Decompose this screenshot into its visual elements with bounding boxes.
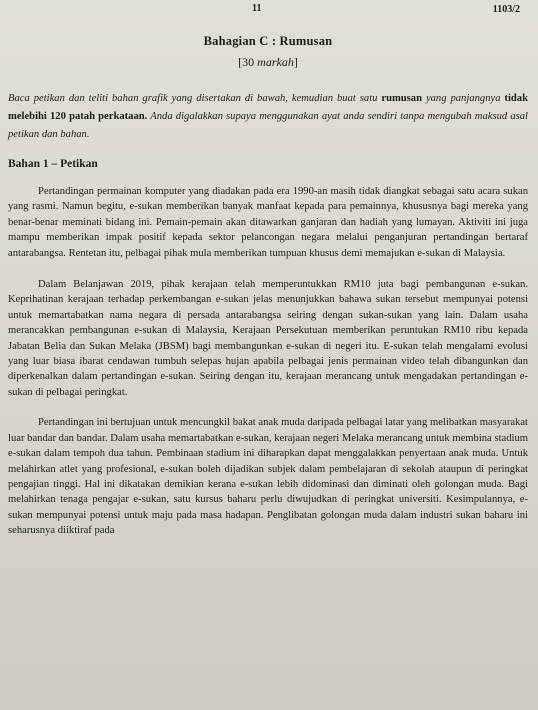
instructions-bold-word-limit: tidak melebihi 120 patah perkataan. xyxy=(8,93,528,122)
instructions-part3: Anda digalakkan supaya menggunakan ayat anda sendiri tanpa mengubah maksud asal petikan dan bahan. xyxy=(8,111,528,140)
section-title: Bahagian C : Rumusan xyxy=(203,34,333,48)
paper-code: 1103/2 xyxy=(492,4,520,15)
marks-open: [30 xyxy=(238,55,258,69)
marks-word: markah xyxy=(257,55,294,69)
marks-close: ] xyxy=(293,55,298,69)
instructions-part2: yang panjangnya xyxy=(422,93,505,104)
marks-allocation xyxy=(8,55,528,70)
passage-paragraph-3: Pertandingan ini bertujuan untuk mencungkil bakat anak muda daripada pelbagai latar yang melibatkan masyarakat luar bandar dan bandar. Dalam usaha memartabatkan e-sukan, kerajaan negeri Melaka merancang untuk membina stadium e-sukan dalam tempoh dua tahun. Pembinaan stadium ini diharapkan dapat menggalakkan penyertaan anak muda. Untuk melahirkan atlet yang profesional, e-sukan boleh dijadikan subjek dalam pembelajaran di sekolah ataupun di peringkat pengajian tinggi. Hal ini dikatakan demikian kerana e-sukan lebih didominasi dan diminati oleh golongan muda. Bagi melahirkan tenaga pengajar e-sukan, satu kursus baharu perlu diwujudkan di peringkat universiti. Kesimpulannya, e-sukan mempunyai potensi untuk maju pada masa hadapan. Penglibatan golongan muda dalam industri sukan baharu ini seharusnya diiktiraf pada xyxy=(8,417,528,537)
instructions-bold-rumusan: rumusan xyxy=(381,93,422,104)
page-header xyxy=(8,0,528,18)
page-number: 11 xyxy=(252,3,262,14)
instructions-part1: Baca petikan dan teliti bahan grafik yang disertakan di bawah, kemudian buat satu xyxy=(8,93,382,104)
passage-paragraph-1: Pertandingan permainan komputer yang diadakan pada era 1990-an masih tidak diangkat sebagai satu acara sukan yang rasmi. Namun begitu, e-sukan memberikan banyak manfaat kepada para pemainnya, khususnya bagi mereka yang benar-benar meminati bidang ini. Pemain-pemain akan ditawarkan ganjaran dan hadiah yang lumayan. Aktiviti ini juga mampu memberikan impak positif kepada sektor pelancongan negara melalui penganjuran pertandingan bertaraf antarabangsa. Rentetan itu, pelbagai pihak mula memberikan tumpuan khusus demi memajukan e-sukan di Malaysia. xyxy=(8,186,528,259)
passage-paragraph-2: Dalam Belanjawan 2019, pihak kerajaan telah memperuntukkan RM10 juta bagi pembangunan e-sukan. Keprihatinan kerajaan terhadap perkembangan e-sukan jelas menunjukkan bahawa sukan tersebut mempunyai potensi untuk memartabatkan nama negara di persada antarabangsa seiring dengan sukan-sukan yang lain. Dalam usaha merancakkan pembangunan e-sukan di Malaysia, Kerajaan Persekutuan memberikan peruntukan RM10 ribu kepada Jabatan Belia dan Sukan Melaka (JBSM) bagi membangunkan e-sukan di negeri itu. E-sukan telah mengalami evolusi yang luar biasa ibarat cendawan tumbuh selepas hujan apabila pelbagai jenis permainan video telah dibangunkan dan diperkenalkan dalam pertandingan e-sukan. Seiring dengan itu, kerajaan merancang untuk mengadakan pertandingan e-sukan di pelbagai peringkat. xyxy=(8,279,528,398)
passage-title: Bahan 1 – Petikan xyxy=(8,158,98,170)
instructions xyxy=(8,90,528,144)
